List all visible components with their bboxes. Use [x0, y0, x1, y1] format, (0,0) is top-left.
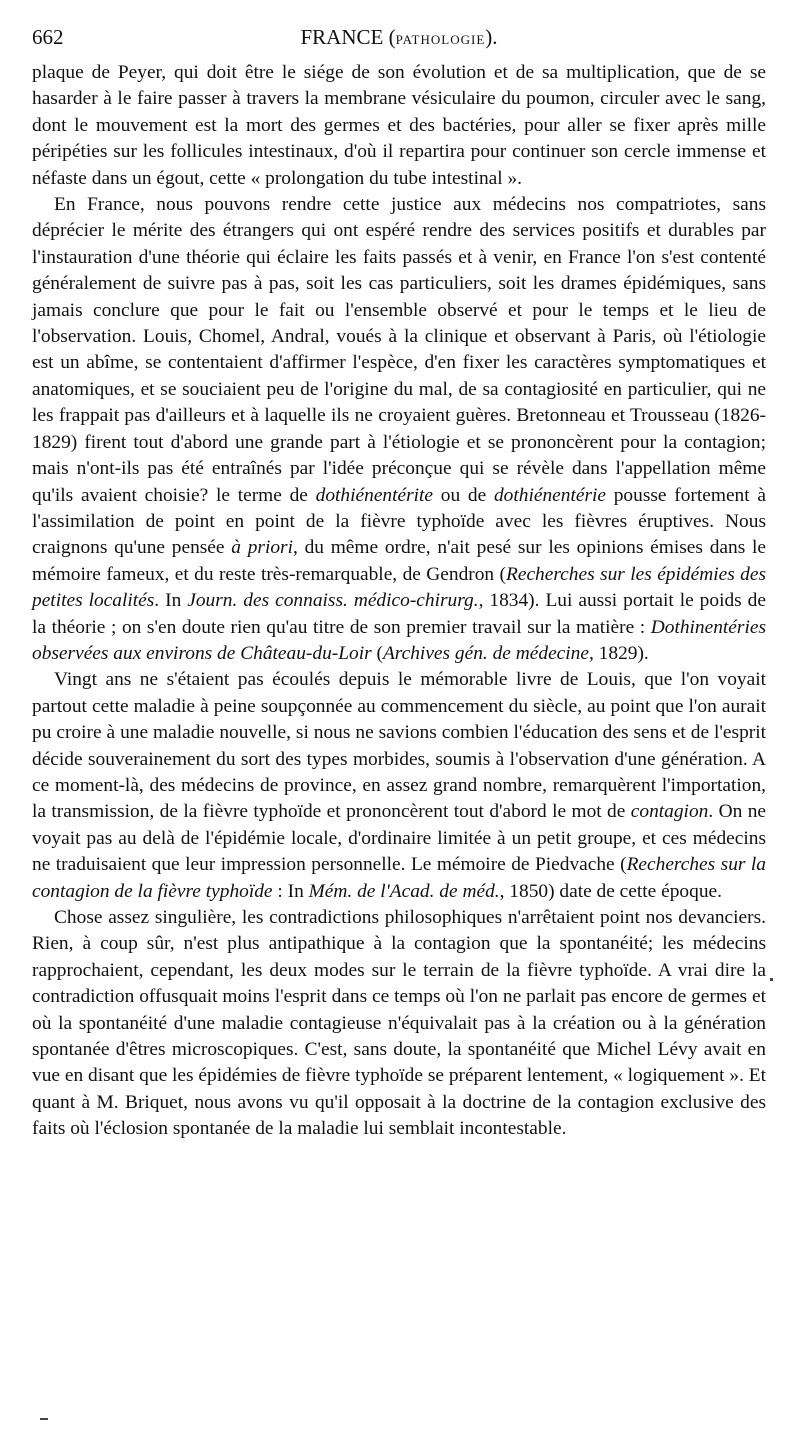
italic-term: dothiénentérite — [315, 484, 434, 506]
running-title-end: ). — [485, 25, 498, 49]
text-run: , 1829). — [588, 642, 649, 664]
paragraph-4-text: Chose assez singulière, les contradictions philosophiques n'arrêtaient point nos devanciers. Rien, à coup sûr, n'est plus antipathique à la contagion que la spontanéité; les médecins rapprochaient, cependant, les deux modes sur le terrain de la fièvre typhoïde. A vrai dire la contradiction offusquait moins l'esprit dans ce temps où l'on ne parlait pas encore de germes et où la spontanéité d'une maladie contagieuse n'équivalait pas à la création ou à la génération spontanée d'êtres microscopiques. C'est, sans doute, la spontanéité que Michel Lévy avait en vue en disant que les épidémies de fièvre typhoïde se préparent lentement, « logiquement ». Et quant à M. Briquet, nous avons vu qu'il opposait à la doctrine de la contagion exclusive des faits où l'éclosion spontanée de la maladie lui semblait incontestable. — [32, 907, 766, 1140]
citation-journal: Archives gén. de médecine — [382, 642, 589, 664]
running-title-subject: PATHOLOGIE — [395, 32, 486, 47]
print-speck — [770, 978, 773, 981]
citation-journal: Mém. de l'Acad. de méd. — [308, 880, 500, 902]
paragraph-3 — [32, 667, 766, 905]
print-speck — [40, 1418, 48, 1420]
paragraph-1-text: plaque de Peyer, qui doit être le siége de son évolution et de sa multiplication, que de se hasarder à le faire passer à travers la membrane vésiculaire du poumon, circuler avec le sang, dont le mouvement est la mort des germes et des bactéries, pour aller se fixer après mille péripéties sur les follicules intestinaux, d'où il repartira pour continuer son cercle immense et néfaste dans un égout, cette « prolongation du tube intestinal ». — [32, 62, 766, 189]
running-title — [32, 22, 766, 55]
running-title-main: FRANCE ( — [300, 25, 396, 49]
text-run: Vingt ans ne s'étaient pas écoulés depuis le mémorable livre de Louis, que l'on voyait partout cette maladie à peine soupçonnée au commencement du siècle, au point que l'on aurait pu croire à une maladie nouvelle, si nous ne savions combien l'éducation des sens et de l'esprit décide souverainement du sort des types morbides, soumis à l'observation d'une génération. A ce moment-là, des médecins de province, en assez grand nombre, remarquèrent l'importation, la transmission, de la fièvre typhoïde et prononcèrent tout d'abord le mot de — [32, 669, 766, 823]
text-run: , 1834). Lui aussi portait le poids de la théorie ; on s'en doute rien qu'au titre de son premier travail sur la matière : — [32, 590, 766, 638]
citation-title: Recherches sur la contagion de la fièvre typhoïde — [32, 854, 766, 902]
citation-title: Recherches sur les épidémies des petites localités — [32, 563, 766, 612]
page-header — [32, 22, 766, 52]
paragraph-4 — [32, 905, 766, 1143]
text-run: : In — [272, 880, 309, 902]
text-run: En France, nous pouvons rendre cette justice aux médecins nos compatriotes, sans déprécier le mérite des étrangers qui ont espéré rendre des services positifs et durables par l'instauration d'une théorie qui éclaire les faits passés et à venir, en France l'on s'est contenté généralement de suivre pas à pas, soit les cas particuliers, soit les drames épidémiques, sans jamais conclure que pour le fait ou l'ensemble observé et pour le temps et le lieu de l'observation. Louis, Chomel, Andral, voués à la clinique et observant à Paris, où l'étiologie est un abîme, se contentaient d'affirmer l'espèce, d'en fixer les caractères symptomatiques et anatomiques, et se souciaient peu de l'origine du mal, de sa contagiosité en particulier, qui ne les frappait pas d'ailleurs et à laquelle ils ne croyaient guères. Bretonneau et Trousseau (1826-1829) firent tout d'abord une grande part à l'étiologie et se prononcèrent pour la contagion; mais n'ont-ils pas été entraînés par l'idée préconçue qui se révèle dans l'appellation même qu'ils avaient choisie? le terme de — [32, 194, 766, 506]
page-number: 662 — [32, 25, 64, 49]
citation-journal: Journ. des connaiss. médico-chirurg. — [187, 590, 479, 612]
text-run: pousse fortement à l'assimilation de point en point de la fièvre typhoïde avec les fièvres éruptives. Nous craignons qu'une pensée — [32, 484, 766, 559]
text-run: , 1850) date de cette époque. — [499, 880, 722, 902]
body-text — [32, 60, 766, 1143]
text-run: ( — [371, 642, 383, 664]
text-run: ou de — [433, 484, 494, 506]
text-run: . On ne voyait pas au delà de l'épidémie locale, d'ordinaire limitée à un petit groupe, et ces médecins ne traduisaient que leur impression personnelle. Le mémoire de Piedvache ( — [32, 801, 767, 876]
text-run: , du même ordre, n'ait pesé sur les opinions émises dans le mémoire fameux, et du reste très-remarquable, de Gendron ( — [32, 537, 766, 585]
italic-term: contagion — [630, 801, 709, 823]
paragraph-2 — [32, 192, 766, 667]
text-run: . In — [154, 590, 188, 612]
citation-title: Dothinentéries observées aux environs de Château-du-Loir — [32, 616, 766, 664]
italic-term: à priori — [231, 537, 293, 559]
paragraph-1 — [32, 60, 766, 192]
italic-term: dothiénentérie — [493, 484, 606, 506]
